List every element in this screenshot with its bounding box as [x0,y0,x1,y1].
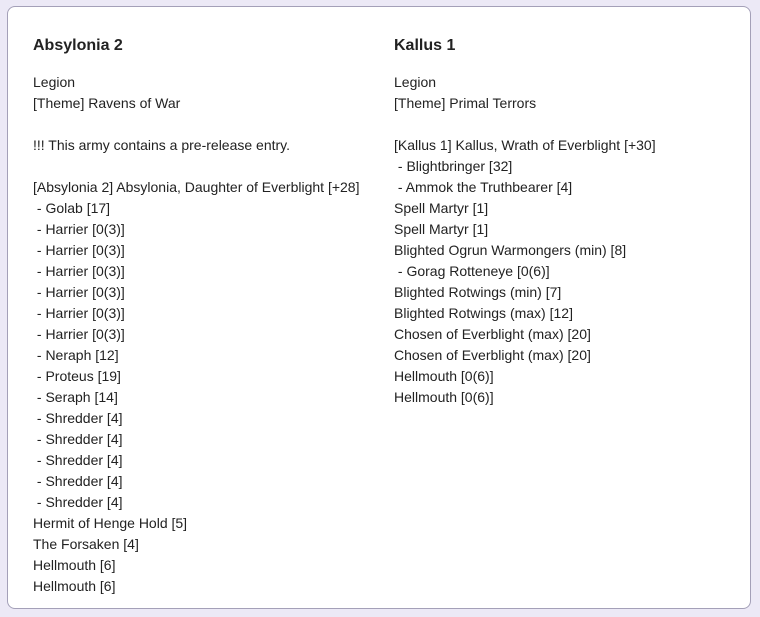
army-list-entry: - Harrier [0(3)] [33,221,125,237]
army-list-entry: - Seraph [14] [33,389,118,405]
army-list-entry: Hellmouth [0(6)] [394,389,494,405]
army-list-entry: - Shredder [4] [33,431,123,447]
army-list-entries [33,72,383,597]
army-list-title: Absylonia 2 [33,37,123,54]
army-list-entry: - Harrier [0(3)] [33,284,125,300]
army-list-entry [33,114,383,135]
army-list-entry: [Absylonia 2] Absylonia, Daughter of Everblight [+28] [33,179,360,195]
army-list-entry: Hellmouth [6] [33,557,116,573]
army-list-entry: Blighted Rotwings (min) [7] [394,284,562,300]
army-list-entry: - Harrier [0(3)] [33,242,125,258]
army-lists-card [7,6,751,609]
army-list-entry: The Forsaken [4] [33,536,139,552]
army-list-entry: - Gorag Rotteneye [0(6)] [394,263,550,279]
army-list-entry: - Harrier [0(3)] [33,326,125,342]
army-list-absylonia [33,35,383,597]
army-list-entry: [Kallus 1] Kallus, Wrath of Everblight [+30] [394,137,656,153]
army-list-entry: [Theme] Primal Terrors [394,95,537,111]
army-list-title: Kallus 1 [394,37,456,54]
army-list-entry: Chosen of Everblight (max) [20] [394,326,591,342]
army-list-entry: - Shredder [4] [33,452,123,468]
army-list-entry: Hellmouth [0(6)] [394,368,494,384]
army-list-entry [33,156,383,177]
army-list-entry: - Shredder [4] [33,473,123,489]
army-list-entry: Hellmouth [6] [33,578,116,594]
army-list-entry [394,114,744,135]
army-list-entry: Chosen of Everblight (max) [20] [394,347,591,363]
army-list-entry: - Harrier [0(3)] [33,305,125,321]
army-list-entries [394,72,744,408]
army-list-entry: - Golab [17] [33,200,111,216]
army-list-entry: Blighted Rotwings (max) [12] [394,305,573,321]
army-list-entry: [Theme] Ravens of War [33,95,181,111]
army-list-entry: Hermit of Henge Hold [5] [33,515,188,531]
army-list-entry: - Blightbringer [32] [394,158,513,174]
army-list-entry: - Proteus [19] [33,368,121,384]
army-list-entry: Legion [33,74,76,90]
army-list-kallus [394,35,744,408]
army-list-entry: - Harrier [0(3)] [33,263,125,279]
army-list-entry: Legion [394,74,437,90]
army-list-entry: Spell Martyr [1] [394,200,489,216]
army-list-entry: - Shredder [4] [33,494,123,510]
army-list-entry: !!! This army contains a pre-release entry. [33,137,291,153]
army-list-entry: Blighted Ogrun Warmongers (min) [8] [394,242,627,258]
army-list-entry: - Shredder [4] [33,410,123,426]
army-list-entry: - Neraph [12] [33,347,119,363]
army-list-entry: Spell Martyr [1] [394,221,489,237]
army-list-entry: - Ammok the Truthbearer [4] [394,179,573,195]
